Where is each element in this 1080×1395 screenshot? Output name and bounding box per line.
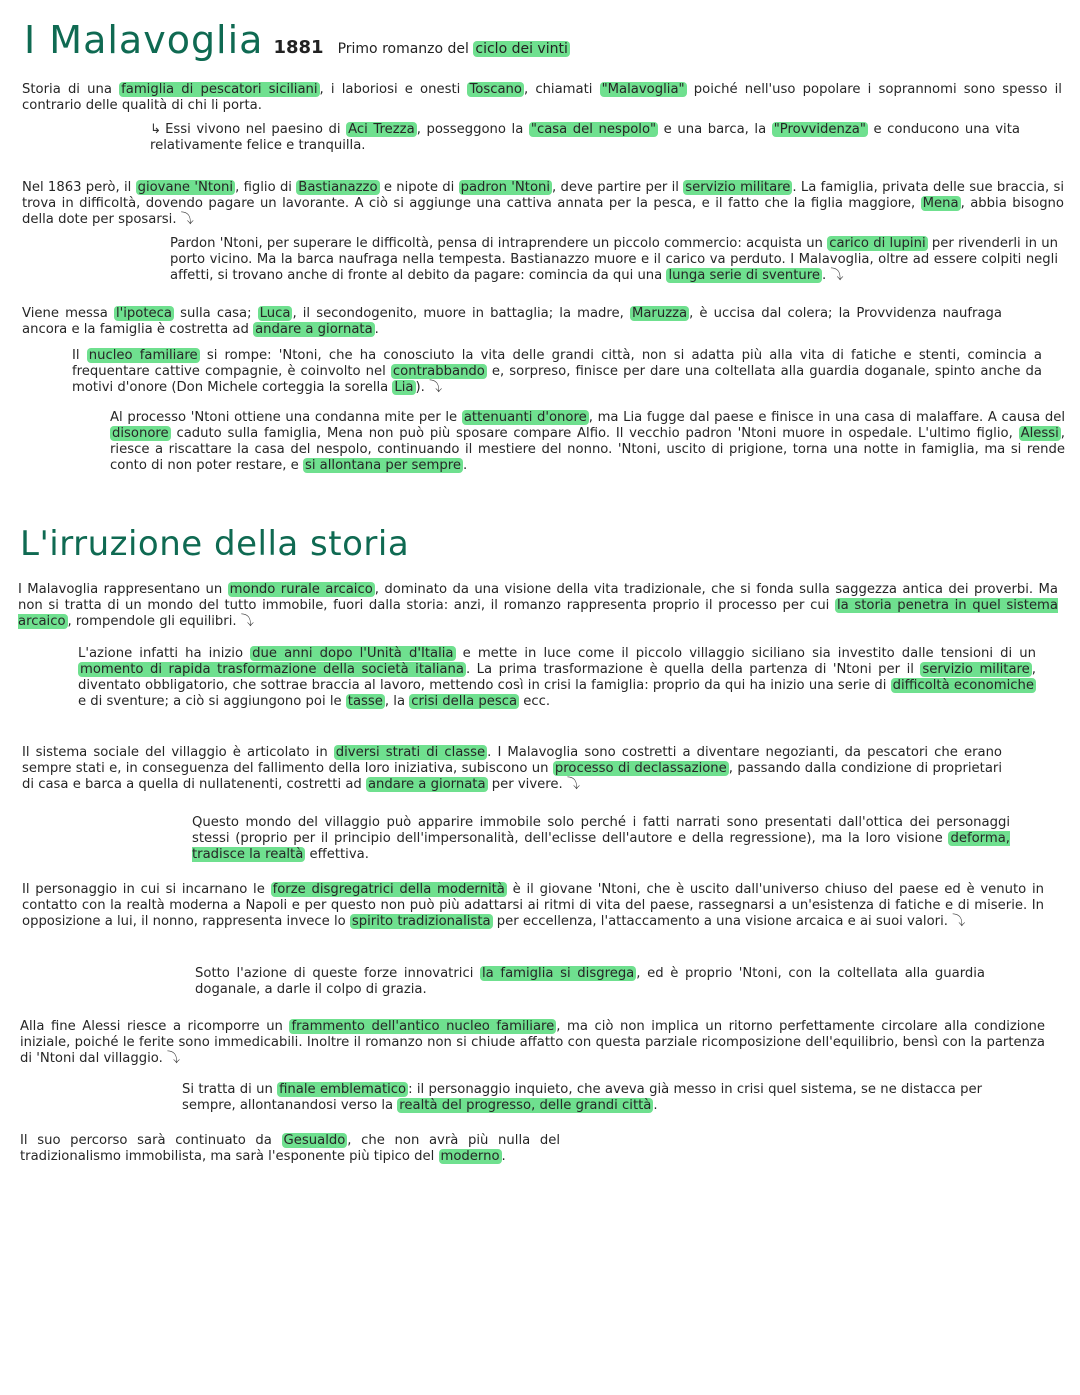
highlighted-term: servizio militare: [685, 180, 791, 195]
text-run: , deve partire per il: [552, 180, 684, 195]
curved-arrow-down-icon: ⤵: [562, 777, 580, 792]
text-run: . La famiglia, privata delle sue braccia, si trova in difficoltà, dovendo pagare un lavorante. A ciò si aggiunge una cattiva annata per la pesca, e il fatto che la figlia maggiore,: [22, 180, 1064, 211]
highlighted-term: due anni dopo l'Unità d'Italia: [252, 646, 454, 661]
highlighted-term: tasse: [347, 694, 383, 709]
curved-arrow-down-icon: ⤵: [162, 1051, 180, 1066]
paragraph: [192, 815, 1010, 863]
text-run: .: [501, 1149, 506, 1164]
text-run: .: [462, 458, 468, 473]
text-run: .: [821, 268, 827, 283]
text-run: : il personaggio inquieto, che aveva già messo in crisi quel sistema, se ne distacca per sempre, allontanandosi verso la: [182, 1082, 983, 1113]
page-title: [24, 18, 570, 62]
text-run: Questo mondo del villaggio può apparire immobile solo perché i fatti narrati sono presentati dall'ottica dei personaggi stessi (proprio per il principio dell'impersonalità, dell'eclisse dell'autore e della regressione), ma la loro visione: [192, 815, 1010, 846]
text-run: e mette in luce come il piccolo villaggio siciliano sia investito dalle tensioni di un: [455, 646, 1037, 661]
text-run: L'azione infatti ha inizio: [78, 646, 251, 661]
text-run: Il personaggio in cui si incarnano le: [22, 882, 271, 897]
publication-year: 1881: [273, 37, 324, 58]
highlighted-term: lunga serie di sventure: [668, 268, 820, 283]
highlighted-term: difficoltà economiche: [892, 678, 1034, 693]
text-run: Alla fine Alessi riesce a ricomporre un: [20, 1019, 290, 1034]
curved-arrow-down-icon: ⤵: [236, 614, 254, 629]
paragraph: [78, 646, 1036, 710]
paragraph: [72, 348, 1042, 396]
highlighted-term: forze disgregatrici della modernità: [272, 882, 505, 897]
text-run: e conducono una vita relativamente felice e tranquilla.: [150, 122, 1020, 153]
highlighted-term: carico di lupini: [829, 236, 926, 251]
highlighted-term: Toscano: [469, 82, 522, 97]
text-run: ).: [415, 380, 425, 395]
highlighted-term: Maruzza: [631, 306, 688, 321]
text-run: Il: [72, 348, 87, 363]
text-run: e una barca, la: [658, 122, 772, 137]
highlighted-term: Aci Trezza: [348, 122, 415, 137]
text-run: , i laboriosi e onesti: [319, 82, 468, 97]
paragraph: [22, 306, 1002, 338]
text-run: Il suo percorso sarà continuato da: [20, 1133, 282, 1148]
highlighted-term: famiglia di pescatori siciliani: [121, 82, 318, 97]
text-run: Nel 1863 però, il: [22, 180, 136, 195]
text-run: , figlio di: [235, 180, 297, 195]
highlighted-term: spirito tradizionalista: [351, 914, 491, 929]
text-run: , ed è proprio 'Ntoni, con la coltellata alla guardia doganale, a darle il colpo di grazia.: [195, 966, 985, 997]
text-run: e di sventure; a ciò si aggiungono poi le: [78, 694, 346, 709]
highlighted-term: momento di rapida trasformazione della società italiana: [80, 662, 464, 677]
paragraph: [195, 966, 985, 998]
text-run: ecc.: [519, 694, 551, 709]
highlighted-term: finale emblematico: [279, 1082, 407, 1097]
highlighted-term: moderno: [440, 1149, 500, 1164]
paragraph: [22, 82, 1062, 114]
text-run: , che non avrà più nulla del tradizionalismo immobilista, ma sarà l'esponente più tipico del: [20, 1133, 560, 1164]
curved-arrow-down-icon: ⤵: [176, 212, 194, 227]
highlighted-term: Mena: [922, 196, 959, 211]
text-run: , riesce a riscattare la casa del nespolo, continuando il mestiere del nonno. 'Ntoni, uscito di prigione, torna una notte in famiglia, ma si rende conto di non poter restare, e: [110, 426, 1065, 473]
text-run: , posseggono la: [416, 122, 529, 137]
text-run: per rivenderli in un porto vicino. Ma la barca naufraga nella tempesta. Bastianazzo muore e il carico va perduto. I Malavoglia, oltre ad essere colpiti negli affetti, si trovano anche di fronte al debito da pagare: comincia da qui una: [170, 236, 1058, 283]
highlighted-term: Lia: [394, 380, 414, 395]
curved-arrow-down-icon: ⤵: [947, 914, 966, 929]
highlighted-term: andare a giornata: [367, 777, 486, 792]
text-run: Sotto l'azione di queste forze innovatrici: [195, 966, 481, 981]
text-run: . I Malavoglia sono costretti a diventare negozianti, da pescatori che erano sempre stati e, in conseguenza del fallimento della loro iniziativa, subiscono un: [22, 745, 1002, 776]
text-run: , il secondogenito, muore in battaglia; la madre,: [292, 306, 630, 321]
text-run: , ma Lia fugge dal paese e finisce in una casa di malaffare. A causa del: [588, 410, 1065, 425]
text-run: . La prima trasformazione è quella della partenza di 'Ntoni per il: [465, 662, 921, 677]
highlighted-term: servizio militare: [922, 662, 1030, 677]
text-run: e, sorpreso, finisce per dare una coltellata alla guardia doganale, spinto anche da motivi d'onore (Don Michele corteggia la sorella: [72, 364, 1042, 395]
text-run: e nipote di: [379, 180, 459, 195]
highlighted-term: andare a giornata: [255, 322, 373, 337]
paragraph: [22, 745, 1002, 793]
highlighted-term: contrabbando: [392, 364, 485, 379]
text-run: poiché nell'uso popolare i soprannomi sono spesso il contrario delle qualità di chi li porta.: [22, 82, 1062, 113]
highlighted-term: "Malavoglia": [601, 82, 685, 97]
text-run: per eccellenza, l'attaccamento a una visione arcaica e ai suoi valori.: [492, 914, 948, 929]
text-run: .: [374, 322, 379, 337]
subtitle-highlight: ciclo dei vinti: [475, 41, 568, 57]
text-run: , la: [384, 694, 410, 709]
text-run: è il giovane 'Ntoni, che è uscito dall'universo chiuso del paese ed è venuto in contatto con la realtà moderna a Napoli e per questo non può più adattarsi ai ritmi di vita del paese, rassegnarsi a un'esistenza di fatiche e di miserie. In opposizione a lui, il nonno, rappresenta invece lo: [22, 882, 1045, 929]
highlighted-term: l'ipoteca: [115, 306, 172, 321]
highlighted-term: deforma, tradisce la realtà: [192, 831, 1010, 862]
paragraph: [110, 410, 1065, 474]
text-run: , rompendole gli equilibri.: [67, 614, 237, 629]
highlighted-term: realtà del progresso, delle grandi città: [399, 1098, 652, 1113]
paragraph: [150, 122, 1020, 154]
section-title: L'irruzione della storia: [20, 524, 410, 564]
text-run: , abbia bisogno della dote per sposarsi.: [22, 196, 1064, 227]
text-run: per vivere.: [487, 777, 563, 792]
text-run: , è uccisa dal colera; la Provvidenza naufraga ancora e la famiglia è costretta ad: [22, 306, 1002, 337]
text-run: si rompe: 'Ntoni, che ha conosciuto la vita delle grandi città, non si adatta più alla vita di fatiche e stenti, comincia a frequentare cattive compagnie, è coinvolto nel: [72, 348, 1042, 379]
text-run: Viene messa: [22, 306, 114, 321]
paragraph: [182, 1082, 982, 1114]
text-run: I Malavoglia rappresentano un: [18, 582, 228, 597]
curved-arrow-down-icon: ⤵: [424, 380, 442, 395]
text-run: , chiamati: [523, 82, 600, 97]
paragraph: [22, 882, 1044, 930]
text-run: Al processo 'Ntoni ottiene una condanna mite per le: [110, 410, 462, 425]
highlighted-term: crisi della pesca: [411, 694, 518, 709]
text-run: , diventato obbligatorio, che sottrae braccia al lavoro, mettendo così in crisi la famiglia: proprio da qui ha inizio una serie di: [78, 662, 1036, 693]
text-run: Essi vivono nel paesino di: [165, 122, 347, 137]
text-run: , ma ciò non implica un ritorno perfettamente circolare alla condizione iniziale, poiché le ferite sono immedicabili. Inoltre il romanzo non si chiude affatto con questa parziale ricomposizione dell'equilibrio, bensì con la partenza di 'Ntoni dal villaggio.: [20, 1019, 1045, 1066]
highlighted-term: attenuanti d'onore: [463, 410, 587, 425]
highlighted-term: processo di declassazione: [554, 761, 727, 776]
highlighted-term: mondo rurale arcaico: [229, 582, 373, 597]
highlighted-term: giovane 'Ntoni: [137, 180, 234, 195]
title-text: I Malavoglia: [24, 18, 264, 62]
highlighted-term: la famiglia si disgrega: [482, 966, 635, 981]
highlighted-term: la storia penetra in quel sistema arcaico: [18, 598, 1058, 629]
highlighted-term: nucleo familiare: [88, 348, 198, 363]
paragraph: [18, 582, 1058, 630]
highlighted-term: "casa del nespolo": [530, 122, 657, 137]
paragraph: [20, 1019, 1045, 1067]
text-run: Si tratta di un: [182, 1082, 278, 1097]
highlighted-term: "Provvidenza": [773, 122, 866, 137]
subtitle-text: Primo romanzo del: [337, 41, 469, 57]
title-subtitle: [338, 41, 570, 57]
curved-arrow-down-icon: ⤵: [826, 268, 844, 283]
text-run: effettiva.: [305, 847, 369, 862]
paragraph: [20, 1133, 560, 1165]
highlighted-term: padron 'Ntoni: [460, 180, 551, 195]
highlighted-term: Gesualdo: [283, 1133, 346, 1148]
text-run: , dominato da una visione della vita tradizionale, che si fonda sulla saggezza antica dei proverbi. Ma non si tratta di un mondo del tutto immobile, fuori dalla storia: anzi, il romanzo rappresenta proprio il processo per cui: [18, 582, 1058, 613]
hook-arrow-icon: ↳: [150, 122, 162, 137]
text-run: Pardon 'Ntoni, per superare le difficoltà, pensa di intraprendere un piccolo commercio: acquista un: [170, 236, 828, 251]
highlighted-term: diversi strati di classe: [335, 745, 486, 760]
paragraph: [22, 180, 1064, 228]
highlighted-term: si allontana per sempre: [304, 458, 461, 473]
paragraph: [170, 236, 1058, 284]
text-run: .: [653, 1098, 658, 1113]
highlighted-term: Luca: [259, 306, 291, 321]
text-run: caduto sulla famiglia, Mena non può più sposare compare Alfio. Il vecchio padron 'Ntoni muore in ospedale. L'ultimo figlio,: [170, 426, 1019, 441]
text-run: Storia di una: [22, 82, 120, 97]
text-run: , passando dalla condizione di proprietari di casa e barca a quella di nullatenenti, costretti ad: [22, 761, 1002, 792]
text-run: Il sistema sociale del villaggio è articolato in: [22, 745, 334, 760]
highlighted-term: disonore: [112, 426, 169, 441]
highlighted-term: Alessi: [1020, 426, 1059, 441]
highlighted-term: Bastianazzo: [298, 180, 378, 195]
text-run: sulla casa;: [173, 306, 258, 321]
highlighted-term: frammento dell'antico nucleo familiare: [291, 1019, 555, 1034]
